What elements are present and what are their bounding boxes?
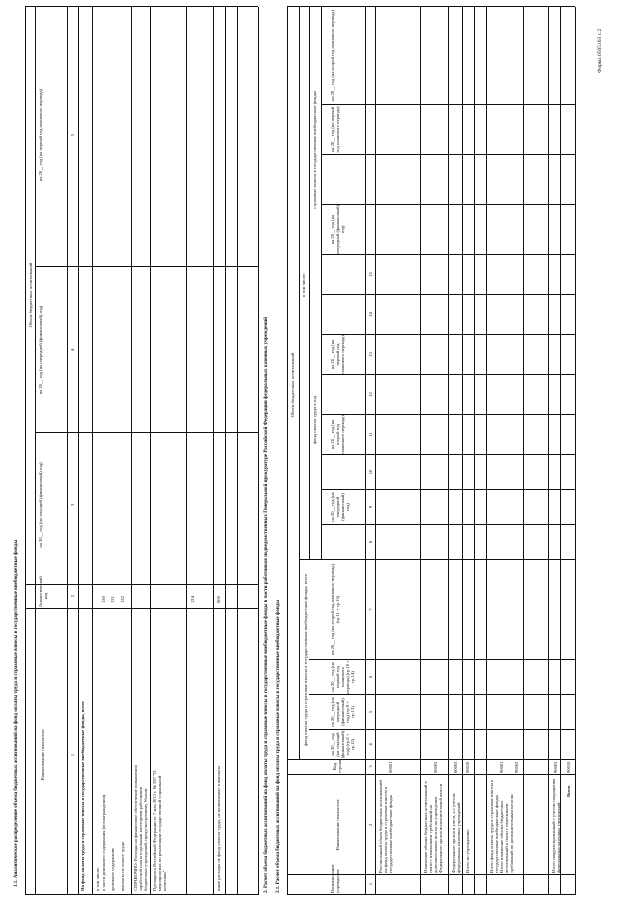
section-1-1-title: 1.1. Аналитическое распределение объема бюджетных ассигнований на фонд оплаты труда и страховые взносы в государственные внебюджетные фонды — [14, 539, 19, 887]
s11-row-payout: выплаты по оплате труда — [120, 842, 125, 891]
s11-col-code-header: Аналитический код — [38, 576, 48, 607]
s11-col-name-header: Наименование показателя — [40, 729, 45, 781]
s2-num-4: 4 — [368, 743, 373, 746]
s2-row-6-l2: федеральных казенных учреждений — [556, 802, 561, 873]
s2-col-institution: Наименование учреждения — [330, 864, 340, 893]
s2-row-3-l1: Федерального органа и учета, а с учетом — [451, 793, 456, 873]
s2-row-4-l1: Итого по учреждению — [465, 829, 470, 873]
s2-num-7: 7 — [368, 608, 373, 611]
s2-num-2: 2 — [368, 823, 373, 827]
s2-row-6-code: 90003 — [553, 761, 558, 773]
s2-num-10: 10 — [368, 469, 373, 475]
s2-sub-3: на 20__ год (на первый год планового периода) (гр.10 + гр.14) — [330, 660, 355, 694]
s2-sub-6: на 20__ год (на второй год планового периода) — [330, 415, 345, 454]
s11-col-y2: на 20__ год (на очередной (финансовый) год) — [38, 305, 43, 395]
s11-col-y1: на 20__ год (на текущий (финансовый) год) — [38, 462, 43, 548]
s2-sub-9: на 20__ год (на первый год планового периода) — [330, 106, 340, 153]
s2-col-fund: фонд оплаты труда и страховые взносы в государственные внебюджетные фонды, всего — [303, 573, 308, 747]
s2-col-name: Наименование показателя — [335, 799, 340, 851]
s2-col-code: Код строки — [332, 759, 342, 773]
s11-num-3: 3 — [70, 503, 75, 507]
s11-row-ref-3: бюджетных учреждений, предусмотренному Указом — [143, 788, 148, 891]
s2-sub-2: на 20__ год (на очередной (финансовый) год) (гр.9 + гр.13) — [330, 697, 355, 727]
s2-sub-4: на 20__ год (на второй год планового периода) (гр.11 + гр.15) — [330, 564, 340, 656]
s2-row-2-l2: связи с изменением требований на — [428, 805, 433, 873]
s2-sub-1: на 20__ год (на текущий (финансовый) год) (гр.8 + гр.12) — [330, 730, 355, 759]
s2-num-6: 6 — [368, 675, 373, 679]
s2-num-12: 12 — [368, 392, 373, 397]
s11-row-ref-6: политики" — [162, 870, 167, 891]
s11-row-civil: в части денежного содержания (вознаграждения) — [101, 794, 106, 891]
s2-row-5-code: 90001 — [499, 761, 504, 773]
section-2-1-title: 2.1. Расчет объема бюджетных ассигнований на фонд оплаты труда и страховые взносы в государственные внебюджетные фонды — [276, 599, 281, 893]
s2-row-1-l1: Рассчитанный объем бюджетных ассигнований — [378, 780, 383, 873]
s2-num-3: 3 — [368, 765, 373, 768]
section-2-title: 2. Расчет объема бюджетных ассигнований на фонд оплаты труда и страховые взносы в государственные внебюджетные фонды в части работников подведомственных Генеральной прокуратуре Российской Федерации федеральных казенных учреждений — [264, 317, 269, 893]
s2-sub-5: на 20__ год (на очередной (финансовый) год) — [330, 492, 350, 522]
s2-row-5-l2: государственные внебюджетные фонды — [494, 795, 499, 873]
s11-row-cash: денежное содержание — [110, 847, 115, 891]
s2-col-volume: Объем бюджетных ассигнований — [290, 352, 295, 418]
s11-num-5: 5 — [70, 133, 75, 137]
s2-num-5: 5 — [368, 710, 373, 714]
s11-row-other: иные расходы не фонд оплаты труда, не включаемые в выплаты — [216, 766, 221, 891]
s2-row-1-l3: государственные внебюджетные фонды — [388, 795, 393, 873]
s2-row-total-code: 90010 — [566, 761, 571, 773]
s11-row-ref-code: 124 — [190, 596, 195, 603]
s2-row-2-l3: дополнительные штаты на учреждение — [433, 796, 438, 873]
s2-sub-7: на 20__ год (на первый год планового периода) — [330, 335, 345, 374]
s2-row-2-code: 00002 — [433, 761, 438, 773]
s11-num-2: 2 — [70, 594, 75, 598]
s11-row-other-code: 000 — [216, 596, 221, 603]
s2-num-8: 8 — [368, 540, 373, 544]
s2-num-14: 14 — [368, 312, 373, 317]
s2-row-4-code: 00010 — [465, 761, 470, 773]
s2-num-15: 15 — [368, 272, 373, 277]
s2-row-1-l2: на фонд оплаты труда и страховые взносы в — [383, 786, 388, 873]
s11-row-cash-code: 131 — [110, 596, 115, 603]
s11-col-volume-header: Объем бюджетных ассигнований — [28, 262, 33, 328]
s11-row-ref-1: СПРАВОЧНО: Расходы на финансовое обеспечение повышения — [133, 765, 138, 891]
s2-row-5-l5: требований по дополнительным штатам — [509, 794, 514, 873]
s2-row-5-l3: Итого изменение объема бюджетных — [499, 800, 504, 873]
form-code: Форма 0505163 с.2 — [597, 28, 603, 73]
s11-col-y3: на 20__ год (на первый год планового периода) — [38, 88, 43, 182]
s2-col-inthat: в том числе: — [301, 273, 306, 297]
s11-row-inthat: в том числе: — [95, 867, 100, 891]
s2-col-payfund: фонд оплаты труда в год — [312, 396, 317, 444]
s11-row-payout-code: 132 — [120, 596, 125, 603]
s2-row-2-l1: Изменение объема бюджетных ассигнований в — [423, 781, 428, 873]
s11-num-1: 1 — [70, 753, 75, 757]
s2-row-5-l1: Итого фонд оплаты труда и страховые взносы в — [489, 779, 494, 873]
s2-col-contrib: страховые взносы в государственные внебюджетные фонды — [312, 91, 317, 209]
s11-num-4: 4 — [70, 348, 75, 352]
s2-row-5-code2: 90002 — [514, 761, 519, 773]
s2-num-13: 13 — [368, 352, 373, 357]
s2-row-1-code: 00001 — [388, 761, 393, 773]
s2-num-1: 1 — [368, 882, 373, 886]
s11-row-ref-5: мероприятиях по реализации государственной социальной — [157, 775, 162, 891]
s2-row-5-l4: ассигнований в связи с изменением — [504, 803, 509, 873]
s2-sub-10: на 20__ год (на второй год планового периода) — [330, 10, 335, 102]
s11-row-ref-4: Президента Российской Федерации от 7 мая 2012 г. № 597 "О — [152, 770, 157, 891]
s11-row-total: На фонд оплаты труда и страховые взносы в государственные внебюджетные фонды, всего — [80, 701, 85, 891]
s11-row-civil-code: 130 — [101, 596, 106, 603]
s11-row-ref-2: заработной платы отдельным категориям работников — [138, 786, 143, 891]
s2-row-total: Всего — [566, 785, 571, 797]
s2-num-11: 11 — [368, 432, 373, 437]
s2-row-2-l4: Федерального органа исполнительной власти — [438, 783, 443, 873]
s2-sub-8: на 20__ год (на очередной (финансовый) год) — [330, 204, 345, 254]
s2-row-6-l1: Итого скорректированный с учетом сокращения — [551, 778, 556, 873]
s2-num-9: 9 — [368, 505, 373, 509]
s2-row-3-code: 00003 — [453, 761, 458, 773]
s2-row-3-l2: федеральных казенных учреждений — [456, 802, 461, 873]
